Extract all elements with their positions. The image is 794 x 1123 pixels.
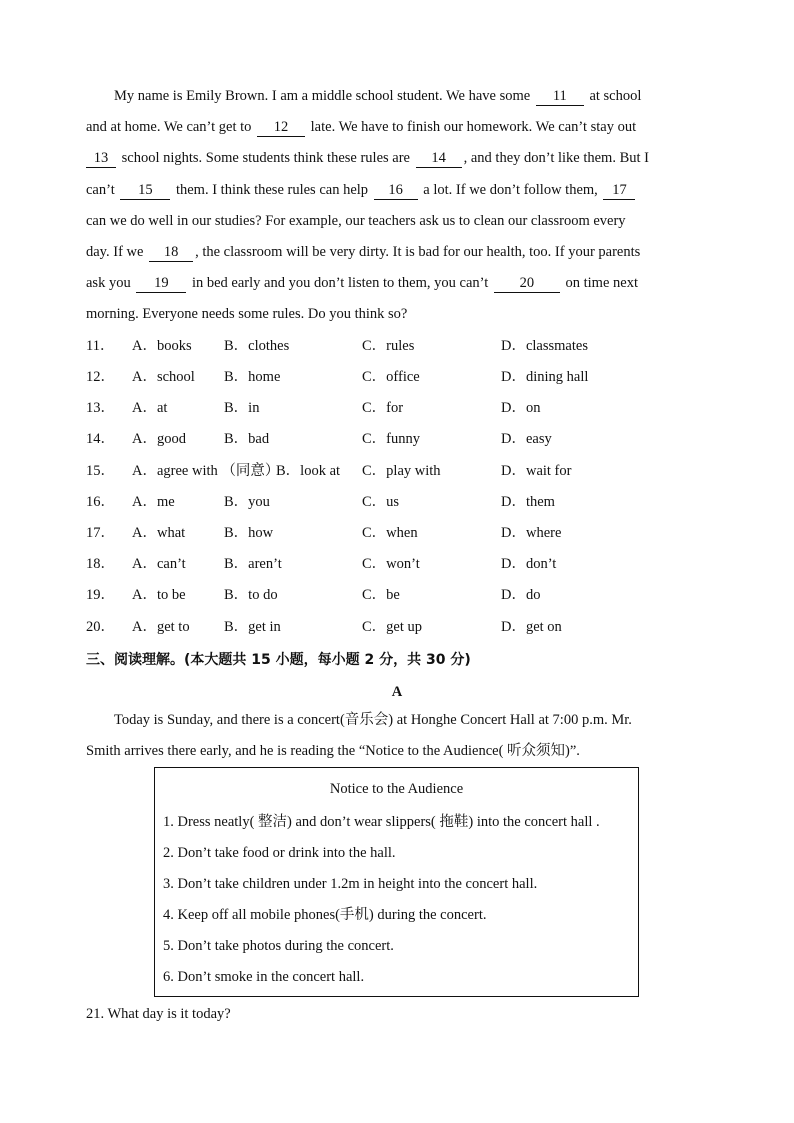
- option-d: D．don’t: [501, 556, 557, 572]
- option-d: D．classmates: [501, 338, 588, 354]
- option-d: D．do: [501, 587, 541, 603]
- option-row-11: [86, 331, 726, 362]
- option-c: C．won’t: [362, 556, 420, 572]
- option-a: A．agree with （同意）: [132, 463, 280, 479]
- cloze-line-2: and at home. We can’t get to 12 late. We have to finish our homework. We can’t stay out: [86, 119, 637, 136]
- question-number: 11．: [86, 338, 115, 354]
- option-a: A．can’t: [132, 556, 186, 572]
- option-row-15: [86, 456, 726, 487]
- notice-item-4: 4. Keep off all mobile phones(手机) during the concert.: [163, 907, 487, 923]
- blank-13: 13: [86, 149, 116, 168]
- notice-box: [154, 767, 639, 997]
- passage-letter: A: [391, 684, 403, 700]
- intro-line-2: Smith arrives there early, and he is reading the “Notice to the Audience( 听众须知)”.: [86, 743, 580, 759]
- question-number: 16．: [86, 494, 115, 510]
- option-d: D．them: [501, 494, 555, 510]
- option-b: B．look at: [276, 463, 341, 479]
- option-c: C．get up: [362, 619, 423, 635]
- question-number: 19．: [86, 587, 115, 603]
- option-c: C．us: [362, 494, 400, 510]
- notice-title: Notice to the Audience: [329, 781, 464, 797]
- question-number: 15．: [86, 463, 115, 479]
- option-a: A．to be: [132, 587, 186, 603]
- question-number: 14．: [86, 431, 115, 447]
- blank-15: 15: [120, 181, 170, 200]
- section-heading: 三、阅读理解。(本大题共 15 小题，每小题 2 分，共 30 分): [86, 652, 471, 668]
- option-c: C．funny: [362, 431, 420, 447]
- reading-intro: [86, 705, 706, 767]
- question-number: 17．: [86, 525, 115, 541]
- option-b: B．how: [224, 525, 274, 541]
- option-b: B．in: [224, 400, 260, 416]
- notice-item-3: 3. Don’t take children under 1.2m in height into the concert hall.: [163, 876, 538, 892]
- question-number: 18．: [86, 556, 115, 572]
- option-c: C．for: [362, 400, 404, 416]
- intro-line-1: Today is Sunday, and there is a concert(音乐会) at Honghe Concert Hall at 7:00 p.m. Mr.: [114, 712, 632, 728]
- option-row-16: [86, 487, 726, 518]
- cloze-line-4: can’t 15 them. I think these rules can help 16 a lot. If we don’t follow them, 17: [86, 175, 706, 206]
- option-row-12: [86, 362, 726, 393]
- option-d: D．get on: [501, 619, 562, 635]
- option-b: B．bad: [224, 431, 270, 447]
- option-a: A．get to: [132, 619, 190, 635]
- cloze-passage: [86, 81, 706, 331]
- option-row-13: [86, 393, 726, 424]
- notice-item-5: 5. Don’t take photos during the concert.: [163, 938, 394, 954]
- notice-item-2: 2. Don’t take food or drink into the hall.: [163, 845, 396, 861]
- cloze-line-6: day. If we 18 , the classroom will be very dirty. It is bad for our health, too. If your parents: [86, 244, 641, 261]
- option-b: B．to do: [224, 587, 278, 603]
- cloze-line-3: 13 school nights. Some students think these rules are 14 , and they don’t like them. But I: [86, 143, 706, 174]
- notice-item-6: 6. Don’t smoke in the concert hall.: [163, 969, 365, 985]
- blank-14: 14: [416, 149, 462, 168]
- blank-16: 16: [374, 181, 418, 200]
- option-d: D．easy: [501, 431, 552, 447]
- option-d: D．on: [501, 400, 541, 416]
- option-row-20: [86, 612, 726, 643]
- question-number: 12．: [86, 369, 115, 385]
- option-b: B．you: [224, 494, 270, 510]
- option-a: A．good: [132, 431, 186, 447]
- option-row-19: [86, 580, 726, 611]
- question-number: 13．: [86, 400, 115, 416]
- option-a: A．school: [132, 369, 195, 385]
- question-21: 21. What day is it today?: [86, 1006, 231, 1022]
- option-d: D．dining hall: [501, 369, 589, 385]
- notice-item-1: 1. Dress neatly( 整洁) and don’t wear slippers( 拖鞋) into the concert hall .: [163, 814, 600, 830]
- option-d: D．wait for: [501, 463, 572, 479]
- option-a: A．at: [132, 400, 168, 416]
- cloze-line-7: ask you 19 in bed early and you don’t listen to them, you can’t 20 on time next: [86, 275, 638, 292]
- option-c: C．when: [362, 525, 418, 541]
- cloze-line-1: My name is Emily Brown. I am a middle school student. We have some 11 at school: [114, 88, 642, 104]
- option-c: C．play with: [362, 463, 441, 479]
- option-a: A．books: [132, 338, 192, 354]
- blank-12: 12: [257, 118, 305, 137]
- option-c: C．be: [362, 587, 400, 603]
- blank-19: 19: [136, 274, 186, 293]
- option-b: B．aren’t: [224, 556, 282, 572]
- option-row-18: [86, 549, 726, 580]
- blank-20: 20: [494, 274, 560, 293]
- option-row-14: [86, 424, 726, 455]
- option-row-17: [86, 518, 726, 549]
- option-b: B．home: [224, 369, 281, 385]
- cloze-line-8: morning. Everyone needs some rules. Do you think so?: [86, 306, 408, 323]
- option-a: A．what: [132, 525, 186, 541]
- blank-18: 18: [149, 243, 193, 262]
- cloze-line-5: can we do well in our studies? For example, our teachers ask us to clean our classroom every: [86, 212, 626, 229]
- option-a: A．me: [132, 494, 175, 510]
- option-d: D．where: [501, 525, 562, 541]
- option-c: C．rules: [362, 338, 415, 354]
- option-b: B．clothes: [224, 338, 290, 354]
- option-b: B．get in: [224, 619, 281, 635]
- blank-17: 17: [603, 181, 635, 200]
- blank-11: 11: [536, 87, 584, 106]
- question-number: 20．: [86, 619, 115, 635]
- option-c: C．office: [362, 369, 420, 385]
